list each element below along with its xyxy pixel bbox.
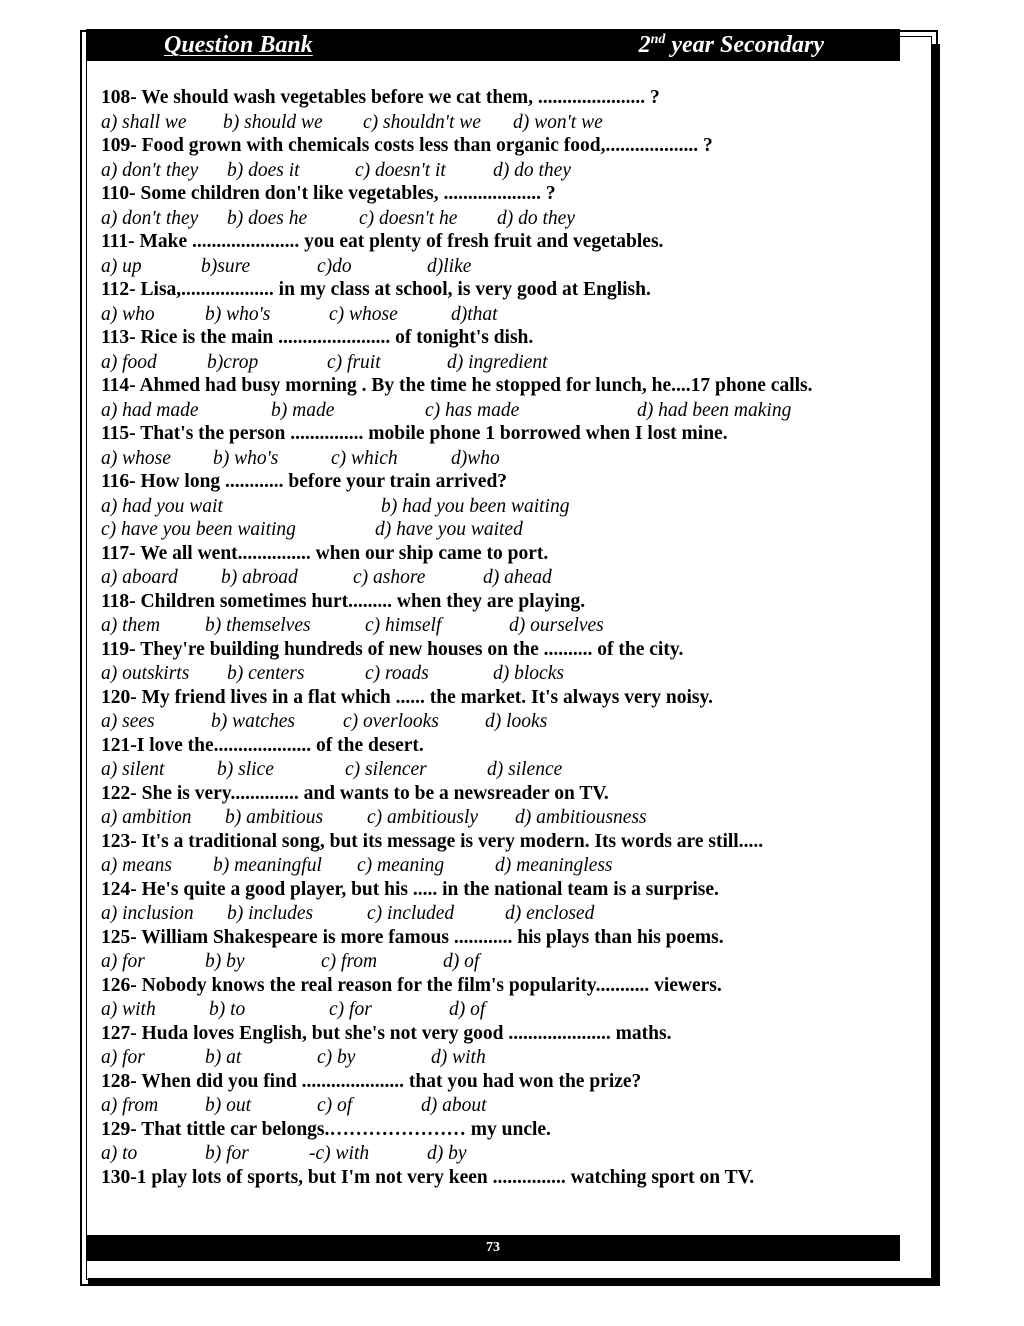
answer-option: d) have you waited — [375, 519, 523, 540]
question-text: 125- William Shakespeare is more famous ............ his plays than his poems. — [101, 926, 724, 948]
answer-option: a) had made — [101, 399, 199, 421]
footer-bar — [86, 1235, 900, 1261]
answer-option: d)who — [451, 447, 500, 469]
answer-option: c) himself — [365, 615, 442, 636]
answer-option: b) out — [205, 1095, 252, 1116]
answer-option: d) blocks — [493, 663, 564, 684]
answer-option: b) had you been waiting — [381, 495, 570, 517]
answer-option: c) meaning — [357, 855, 445, 876]
answer-option: d) silence — [487, 759, 563, 780]
answer-option: a) from — [101, 1095, 159, 1116]
answer-option: d) ambitiousness — [515, 807, 647, 828]
page-number: 73 — [486, 1240, 500, 1255]
question-list — [101, 86, 891, 1190]
question-text: 120- My friend lives in a flat which ...... the market. It's always very noisy. — [101, 686, 714, 708]
page-shadow-right — [932, 44, 940, 1284]
question-text: 130-1 play lots of sports, but I'm not very keen ............... watching sport on TV. — [101, 1166, 755, 1188]
answer-option: b) abroad — [221, 567, 298, 588]
answer-options — [101, 255, 891, 279]
question-text: 114- Ahmed had busy morning . By the time he stopped for lunch, he....17 phone calls. — [101, 375, 813, 396]
answer-option: a) up — [101, 255, 142, 277]
answer-option: d) enclosed — [505, 903, 595, 924]
question-text: 112- Lisa,................... in my class at school, is very good at English. — [101, 279, 651, 300]
answer-option: b) by — [205, 951, 245, 972]
answer-options — [101, 351, 891, 375]
answer-option: b) for — [205, 1143, 249, 1164]
header-grade: 2nd year Secondary — [638, 32, 824, 58]
answer-option: d) looks — [485, 711, 548, 732]
question-text: 124- He's quite a good player, but his ..... in the national team is a surprise. — [101, 878, 719, 900]
question-text: 118- Children sometimes hurt......... when they are playing. — [101, 590, 586, 612]
question-text: 127- Huda loves English, but she's not very good ..................... maths. — [101, 1022, 672, 1044]
answer-option: b) meaningful — [213, 855, 322, 876]
answer-option: c) doesn't he — [359, 207, 458, 229]
page-shadow-bottom — [88, 1278, 940, 1286]
answer-option: b) who's — [205, 303, 271, 325]
answer-options — [101, 207, 891, 231]
answer-option: a) don't they — [101, 159, 199, 181]
answer-option: b) to — [209, 999, 246, 1020]
answer-option: a) who — [101, 303, 155, 325]
question-text: 122- She is very.............. and wants to be a newsreader on TV. — [101, 782, 609, 804]
answer-option: a) outskirts — [101, 663, 190, 684]
question-text: 119- They're building hundreds of new houses on the .......... of the city. — [101, 638, 684, 660]
answer-options — [101, 566, 891, 590]
answer-option: d) won't we — [513, 111, 603, 133]
answer-option: c) roads — [365, 663, 429, 684]
answer-option: d) do they — [497, 207, 575, 229]
answer-option: d)like — [427, 255, 472, 277]
answer-option: c) ambitiously — [367, 807, 479, 828]
answer-option: c) included — [367, 903, 455, 924]
answer-option: b) ambitious — [225, 807, 324, 828]
question-text: 113- Rice is the main ....................... of tonight's dish. — [101, 327, 534, 348]
question-text: 126- Nobody knows the real reason for the film's popularity........... viewers. — [101, 974, 722, 996]
answer-options — [101, 758, 891, 782]
answer-option: a) whose — [101, 447, 171, 469]
answer-option: b) themselves — [205, 615, 311, 636]
answer-option: d) ingredient — [447, 351, 548, 373]
answer-option: d) of — [443, 951, 480, 972]
answer-options — [101, 614, 891, 638]
answer-options — [101, 662, 891, 686]
answer-option: c) which — [331, 447, 398, 469]
answer-option: c) doesn't it — [355, 159, 446, 181]
answer-option: c) from — [321, 951, 378, 972]
answer-option: a) to — [101, 1143, 138, 1164]
header-bar — [86, 29, 900, 61]
answer-option: b) who's — [213, 447, 279, 469]
answer-option: a) for — [101, 951, 145, 972]
answer-options — [101, 518, 891, 542]
answer-option: c)do — [317, 255, 352, 277]
answer-options — [101, 1142, 891, 1166]
question-text: 128- When did you find ..................... that you had won the prize? — [101, 1070, 642, 1092]
answer-options — [101, 399, 891, 423]
answer-options — [101, 447, 891, 471]
answer-option: c) overlooks — [343, 711, 439, 732]
answer-option: d) meaningless — [495, 855, 613, 876]
answer-option: a) had you wait — [101, 495, 223, 517]
answer-options — [101, 159, 891, 183]
answer-options — [101, 998, 891, 1022]
answer-option: c) fruit — [327, 351, 381, 373]
answer-option: b) includes — [227, 903, 314, 924]
answer-options — [101, 495, 891, 519]
answer-option: a) with — [101, 999, 156, 1020]
answer-option: d) ourselves — [509, 615, 604, 636]
answer-option: a) silent — [101, 759, 165, 780]
question-text: 111- Make ...................... you eat plenty of fresh fruit and vegetables. — [101, 231, 664, 252]
answer-option: d) by — [427, 1143, 467, 1164]
answer-options — [101, 710, 891, 734]
answer-option: b) should we — [223, 111, 323, 133]
answer-option: a) ambition — [101, 807, 192, 828]
answer-option: a) food — [101, 351, 157, 373]
answer-options — [101, 303, 891, 327]
answer-option: c) ashore — [353, 567, 426, 588]
answer-option: d)that — [451, 303, 498, 325]
question-text: 108- We should wash vegetables before we cat them, ...................... ? — [101, 87, 660, 108]
answer-options — [101, 902, 891, 926]
answer-option: a) aboard — [101, 567, 178, 588]
answer-option: d) about — [421, 1095, 487, 1116]
answer-options — [101, 950, 891, 974]
question-text: 109- Food grown with chemicals costs less than organic food,................... ? — [101, 135, 713, 156]
answer-option: a) don't they — [101, 207, 199, 229]
header-title: Question Bank — [164, 32, 313, 58]
answer-option: c) by — [317, 1047, 356, 1068]
answer-option: c) silencer — [345, 759, 427, 780]
answer-option: b) does he — [227, 207, 308, 229]
answer-option: a) shall we — [101, 111, 187, 133]
question-text: 129- That tittle car belongs.………………… my uncle. — [101, 1118, 551, 1140]
answer-option: d) do they — [493, 159, 571, 181]
answer-option: d) had been making — [637, 399, 792, 421]
answer-option: c) have you been waiting — [101, 519, 296, 540]
answer-option: d) with — [431, 1047, 486, 1068]
answer-option: -c) with — [309, 1143, 370, 1164]
answer-options — [101, 1046, 891, 1070]
answer-option: d) ahead — [483, 567, 552, 588]
answer-option: a) inclusion — [101, 903, 194, 924]
answer-option: b) watches — [211, 711, 295, 732]
question-text: 110- Some children don't like vegetables, .................... ? — [101, 183, 556, 204]
answer-options — [101, 806, 891, 830]
question-text: 115- That's the person ............... mobile phone 1 borrowed when I lost mine. — [101, 423, 728, 444]
question-text: 117- We all went............... when our ship came to port. — [101, 542, 549, 564]
answer-option: b) slice — [217, 759, 274, 780]
answer-option: a) means — [101, 855, 172, 876]
answer-option: b)sure — [201, 255, 251, 277]
answer-option: b) at — [205, 1047, 242, 1068]
answer-option: c) for — [329, 999, 372, 1020]
answer-option: b) made — [271, 399, 335, 421]
answer-option: d) of — [449, 999, 486, 1020]
answer-option: b) centers — [227, 663, 305, 684]
question-text: 123- It's a traditional song, but its message is very modern. Its words are still..... — [101, 830, 764, 852]
answer-option: b)crop — [207, 351, 259, 373]
answer-option: c) whose — [329, 303, 398, 325]
answer-option: a) them — [101, 615, 161, 636]
question-text: 116- How long ............ before your train arrived? — [101, 471, 508, 492]
answer-option: a) for — [101, 1047, 145, 1068]
answer-option: b) does it — [227, 159, 300, 181]
answer-option: c) of — [317, 1095, 353, 1116]
question-text: 121-I love the.................... of the desert. — [101, 734, 424, 756]
answer-option: c) has made — [425, 399, 520, 421]
answer-options — [101, 111, 891, 135]
answer-options — [101, 854, 891, 878]
answer-option: a) sees — [101, 711, 155, 732]
answer-option: c) shouldn't we — [363, 111, 481, 133]
answer-options — [101, 1094, 891, 1118]
